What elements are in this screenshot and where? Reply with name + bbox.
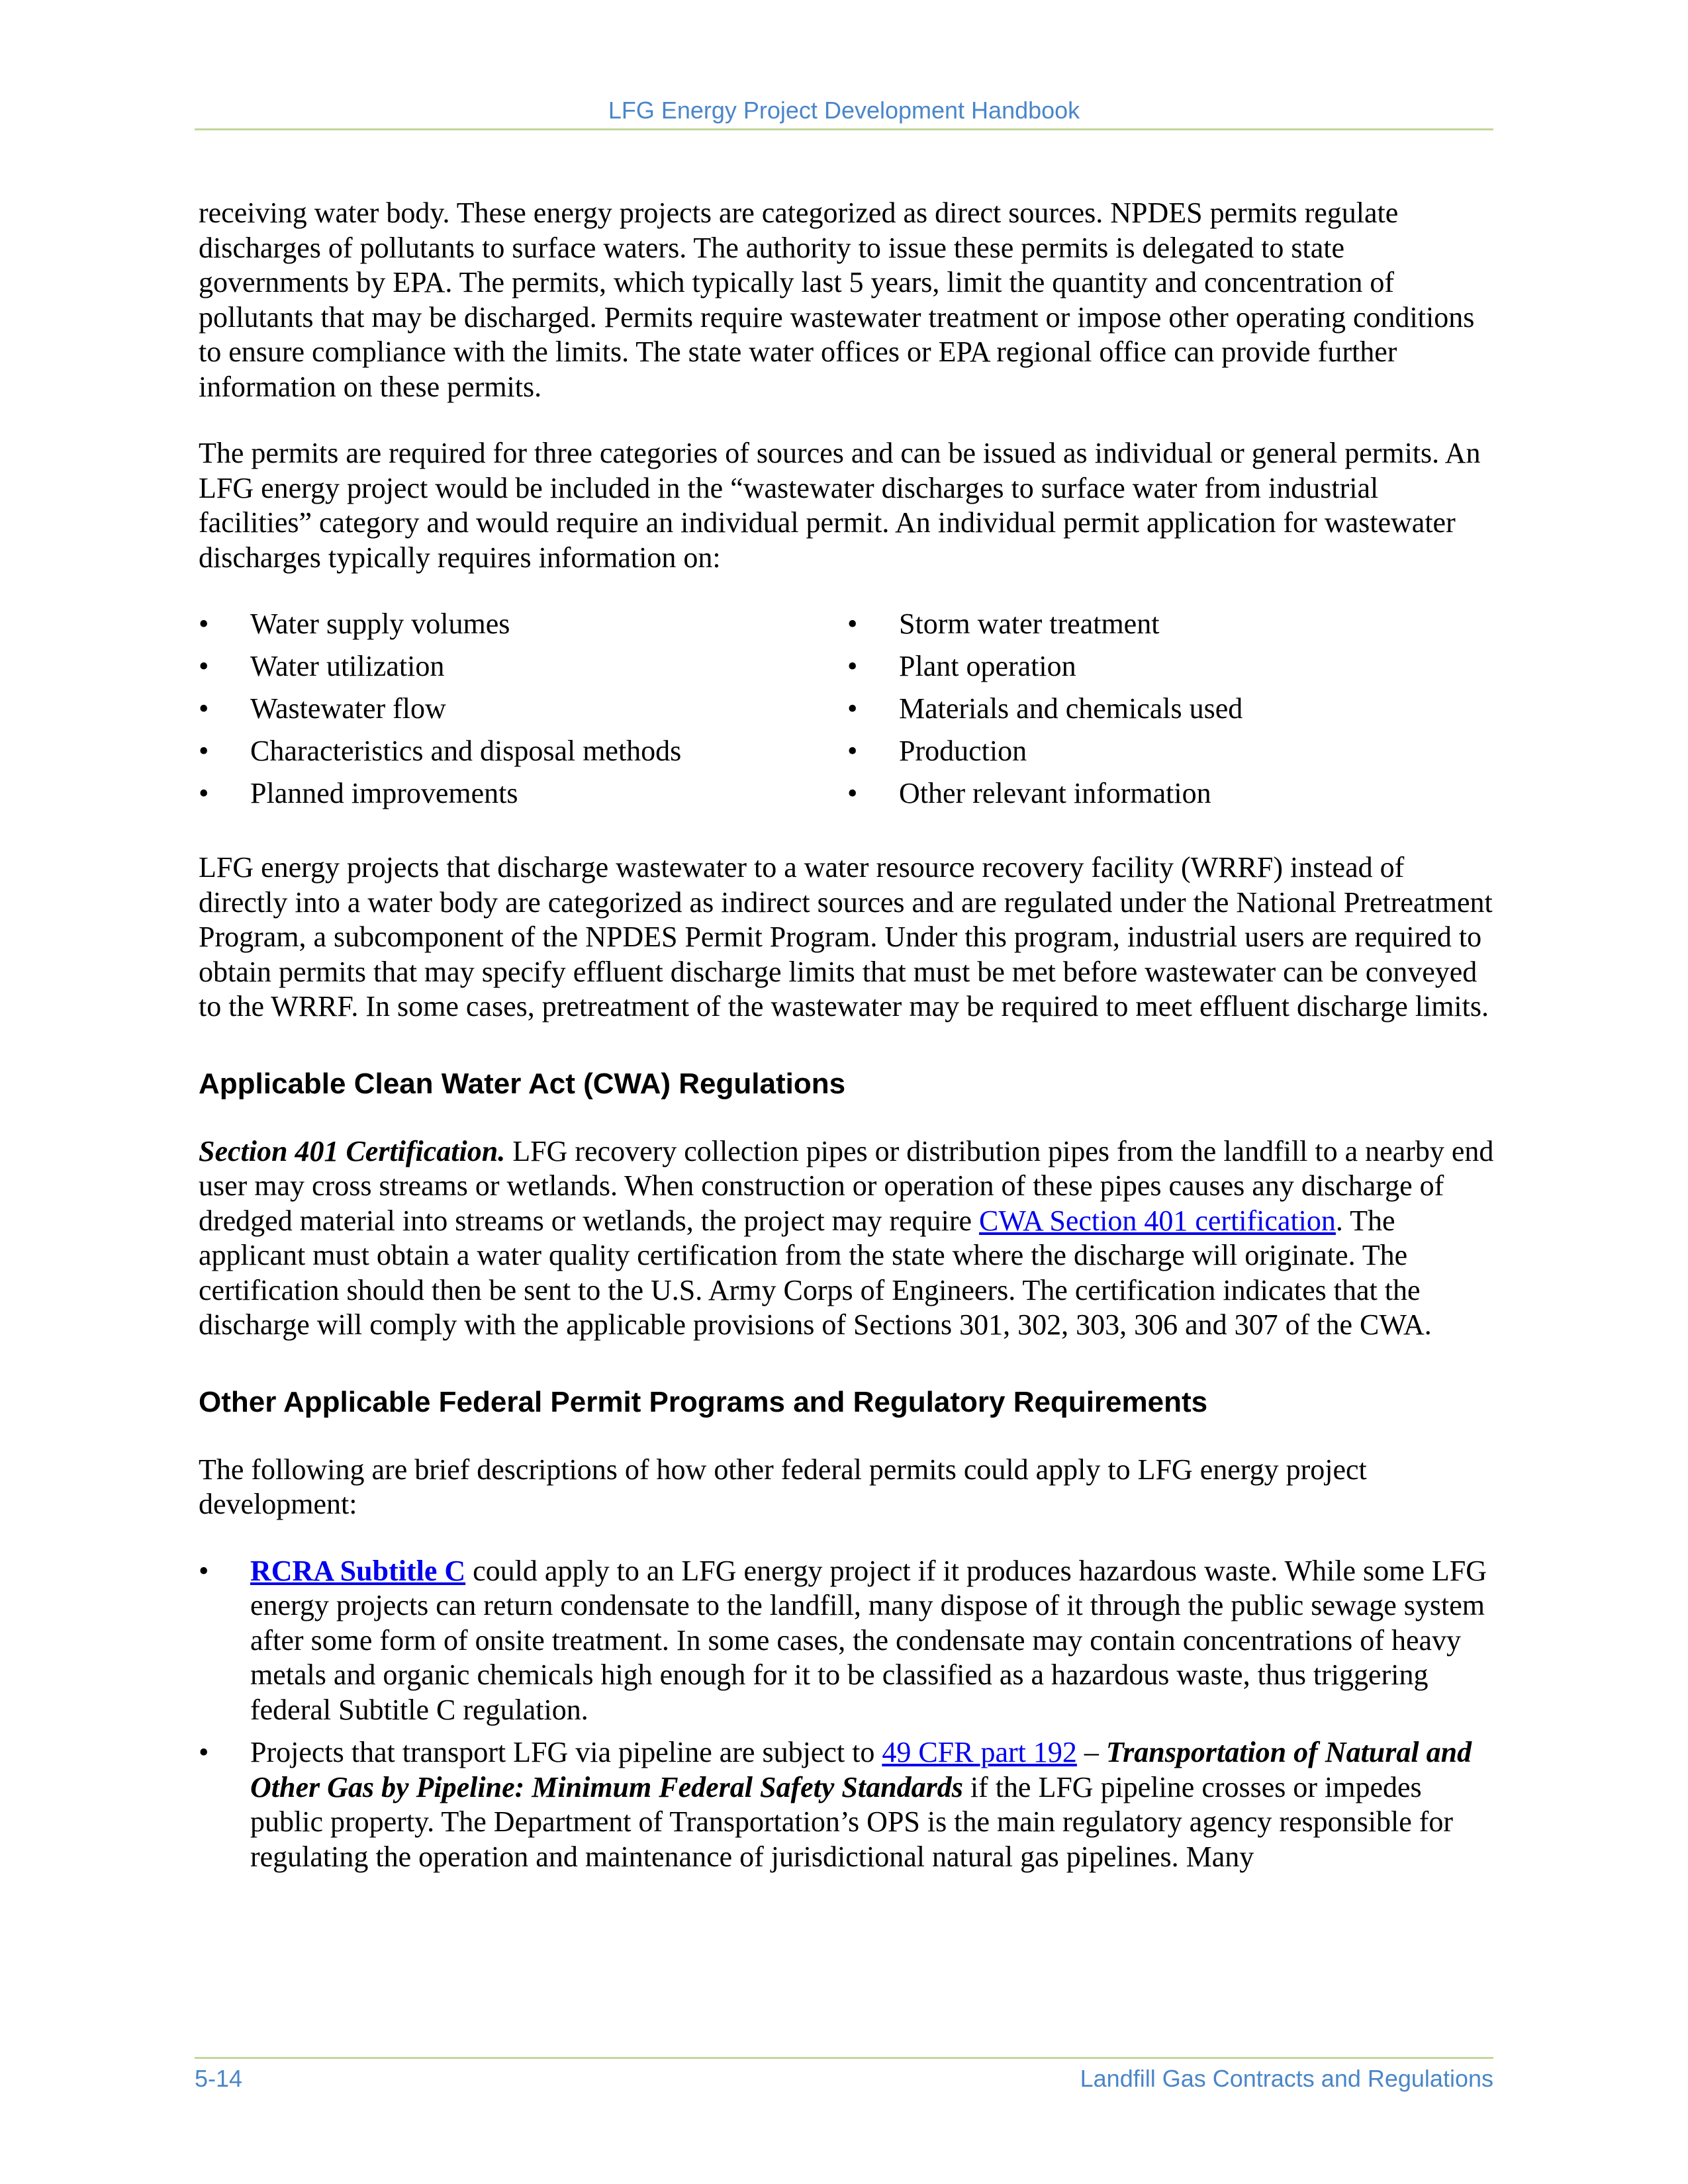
- section-heading-other-federal: Other Applicable Federal Permit Programs and Regulatory Requirements: [199, 1385, 1208, 1418]
- rcra-text: could apply to an LFG energy project if it produces hazardous waste. While some LFG energy projects can return condensate to the landfill, many dispose of it through the public sewage system after some form of onsite treatment. In some cases, the condensate may contain concentrations of heavy metals and organic chemicals high enough for it to be classified as a hazardous waste, thus triggering federal Subtitle C regulation.: [250, 1554, 1487, 1726]
- cwa-section-401-link[interactable]: CWA Section 401 certification: [979, 1204, 1336, 1237]
- permit-info-list-right: [847, 607, 1496, 819]
- paragraph-other-intro: The following are brief descriptions of how other federal permits could apply to LFG energy project development:: [199, 1453, 1367, 1520]
- running-header: LFG Energy Project Development Handbook: [608, 97, 1080, 124]
- chapter-title: Landfill Gas Contracts and Regulations: [1080, 2065, 1493, 2092]
- header-rule: [195, 128, 1493, 130]
- cfr-part-192-link[interactable]: 49 CFR part 192: [882, 1736, 1077, 1768]
- list-item: • Materials and chemicals used: [847, 692, 1496, 734]
- permit-info-list: [199, 607, 1496, 819]
- page-footer: [195, 2065, 1493, 2093]
- list-item: • Other relevant information: [847, 776, 1496, 819]
- section-heading-cwa: Applicable Clean Water Act (CWA) Regulations: [199, 1067, 846, 1100]
- paragraph-npdes: receiving water body. These energy projects are categorized as direct sources. NPDES permits regulate discharges of pollutants to surface waters. The authority to issue these permits is delegated to state governments by EPA. The permits, which typically last 5 years, limit the quantity and concentration of pollutants that may be discharged. Permits require wastewater treatment or impose other operating conditions to ensure compliance with the limits. The state water offices or EPA regional office can provide further information on these permits.: [199, 197, 1475, 403]
- list-item: • Production: [847, 734, 1496, 776]
- pipeline-text: Projects that transport LFG via pipeline are subject to: [250, 1736, 882, 1768]
- permit-info-list-left: [199, 607, 847, 819]
- paragraph-permit-categories: The permits are required for three categories of sources and can be issued as individual or general permits. An LFG energy project would be included in the “wastewater discharges to surface water from industrial facilities” category and would require an individual permit. An individual permit application for wastewater discharges typically requires information on:: [199, 437, 1481, 574]
- rcra-subtitle-c-link[interactable]: RCRA Subtitle C: [250, 1554, 466, 1587]
- pipeline-text-cont: if the LFG pipeline crosses or impedes public property. The Department of Transportation’s OPS is the main regulatory agency responsible for regulating the operation and maintenance of jurisdictional natural gas pipelines. Many: [250, 1770, 1454, 1873]
- page-number: 5-14: [195, 2065, 243, 2092]
- paragraph-section-401: [199, 1134, 1496, 1343]
- list-item: • Plant operation: [847, 649, 1496, 692]
- regulation-title: Transportation of Natural and Other Gas by Pipeline: Minimum Federal Safety Standards: [250, 1736, 1472, 1803]
- page-body: [199, 196, 1496, 1882]
- list-item: • Water utilization: [199, 649, 847, 692]
- list-item: • Planned improvements: [199, 776, 847, 819]
- list-item: • Storm water treatment: [847, 607, 1496, 649]
- federal-permit-list: [199, 1554, 1496, 1875]
- list-item: • Wastewater flow: [199, 692, 847, 734]
- pipeline-dash: –: [1076, 1736, 1106, 1768]
- list-item-rcra: [199, 1554, 1496, 1728]
- list-item-pipeline: [199, 1735, 1496, 1874]
- footer-rule: [195, 2057, 1493, 2059]
- section-401-text: LFG recovery collection pipes or distribution pipes from the landfill to a nearby end user may cross streams or wetlands. When construction or operation of these pipes causes any discharge of dredged material into streams or wetlands, the project may require: [199, 1134, 1494, 1237]
- section-401-text-cont: . The applicant must obtain a water quality certification from the state where the discharge will originate. The certification should then be sent to the U.S. Army Corps of Engineers. The certification indicates that the discharge will comply with the applicable provisions of Sections 301, 302, 303, 306 and 307 of the CWA.: [199, 1204, 1432, 1341]
- section-401-lead: Section 401 Certification.: [199, 1134, 506, 1167]
- list-item: • Water supply volumes: [199, 607, 847, 649]
- paragraph-pretreatment: LFG energy projects that discharge wastewater to a water resource recovery facility (WRRF) instead of directly into a water body are categorized as indirect sources and are regulated under the National Pretreatment Program, a subcomponent of the NPDES Permit Program. Under this program, industrial users are required to obtain permits that may specify effluent discharge limits that must be met before wastewater can be conveyed to the WRRF. In some cases, pretreatment of the wastewater may be required to meet effluent discharge limits.: [199, 851, 1493, 1023]
- list-item: • Characteristics and disposal methods: [199, 734, 847, 776]
